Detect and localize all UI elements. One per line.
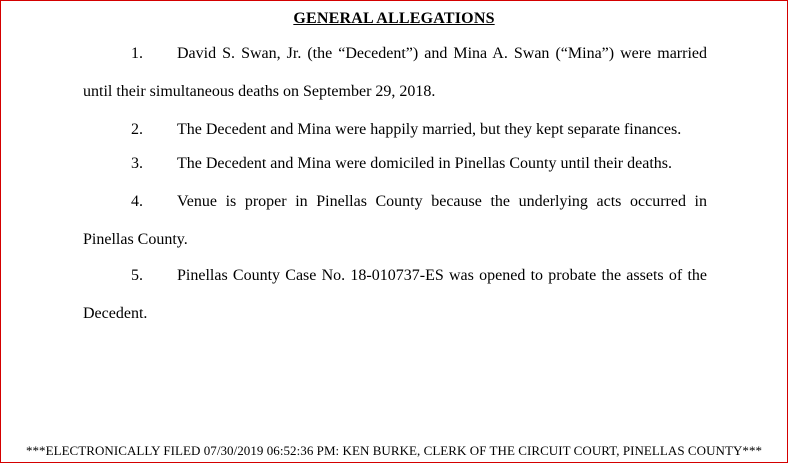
paragraph-text: The Decedent and Mina were domiciled in Pinellas County until their deaths.: [177, 155, 672, 172]
paragraph-number: 1.: [131, 45, 143, 62]
paragraph-first-line: [83, 257, 707, 295]
paragraph-first-line: [83, 111, 707, 149]
allegation-paragraph-4: [83, 183, 707, 259]
paragraph-continuation-line: until their simultaneous deaths on September 29, 2018.: [83, 83, 436, 100]
paragraph-number: 3.: [131, 155, 143, 172]
paragraph-continuation-line: Pinellas County.: [83, 231, 188, 248]
paragraph-number: 2.: [131, 121, 143, 138]
allegation-paragraph-1: [83, 35, 707, 111]
paragraph-first-line: [83, 183, 707, 221]
allegation-paragraph-2: [83, 111, 707, 149]
paragraph-continuation-line: Decedent.: [83, 305, 148, 322]
paragraph-first-line: [83, 35, 707, 73]
paragraph-text: The Decedent and Mina were happily married, but they kept separate finances.: [177, 121, 682, 138]
paragraph-text: David S. Swan, Jr. (the “Decedent”) and Mina A. Swan (“Mina”) were married: [177, 45, 707, 62]
allegation-paragraph-3: [83, 145, 707, 183]
electronic-filing-stamp: ***ELECTRONICALLY FILED 07/30/2019 06:52:36 PM: KEN BURKE, CLERK OF THE CIRCUIT COURT, PINELLAS COUNTY***: [25, 443, 763, 458]
allegation-paragraph-5: [83, 257, 707, 333]
paragraph-number: 4.: [131, 193, 143, 210]
paragraph-first-line: [83, 145, 707, 183]
section-heading: GENERAL ALLEGATIONS: [293, 10, 495, 27]
paragraph-text: Pinellas County Case No. 18-010737-ES was opened to probate the assets of the: [177, 267, 707, 284]
paragraph-text: Venue is proper in Pinellas County because the underlying acts occurred in: [177, 193, 707, 210]
paragraph-number: 5.: [131, 267, 143, 284]
